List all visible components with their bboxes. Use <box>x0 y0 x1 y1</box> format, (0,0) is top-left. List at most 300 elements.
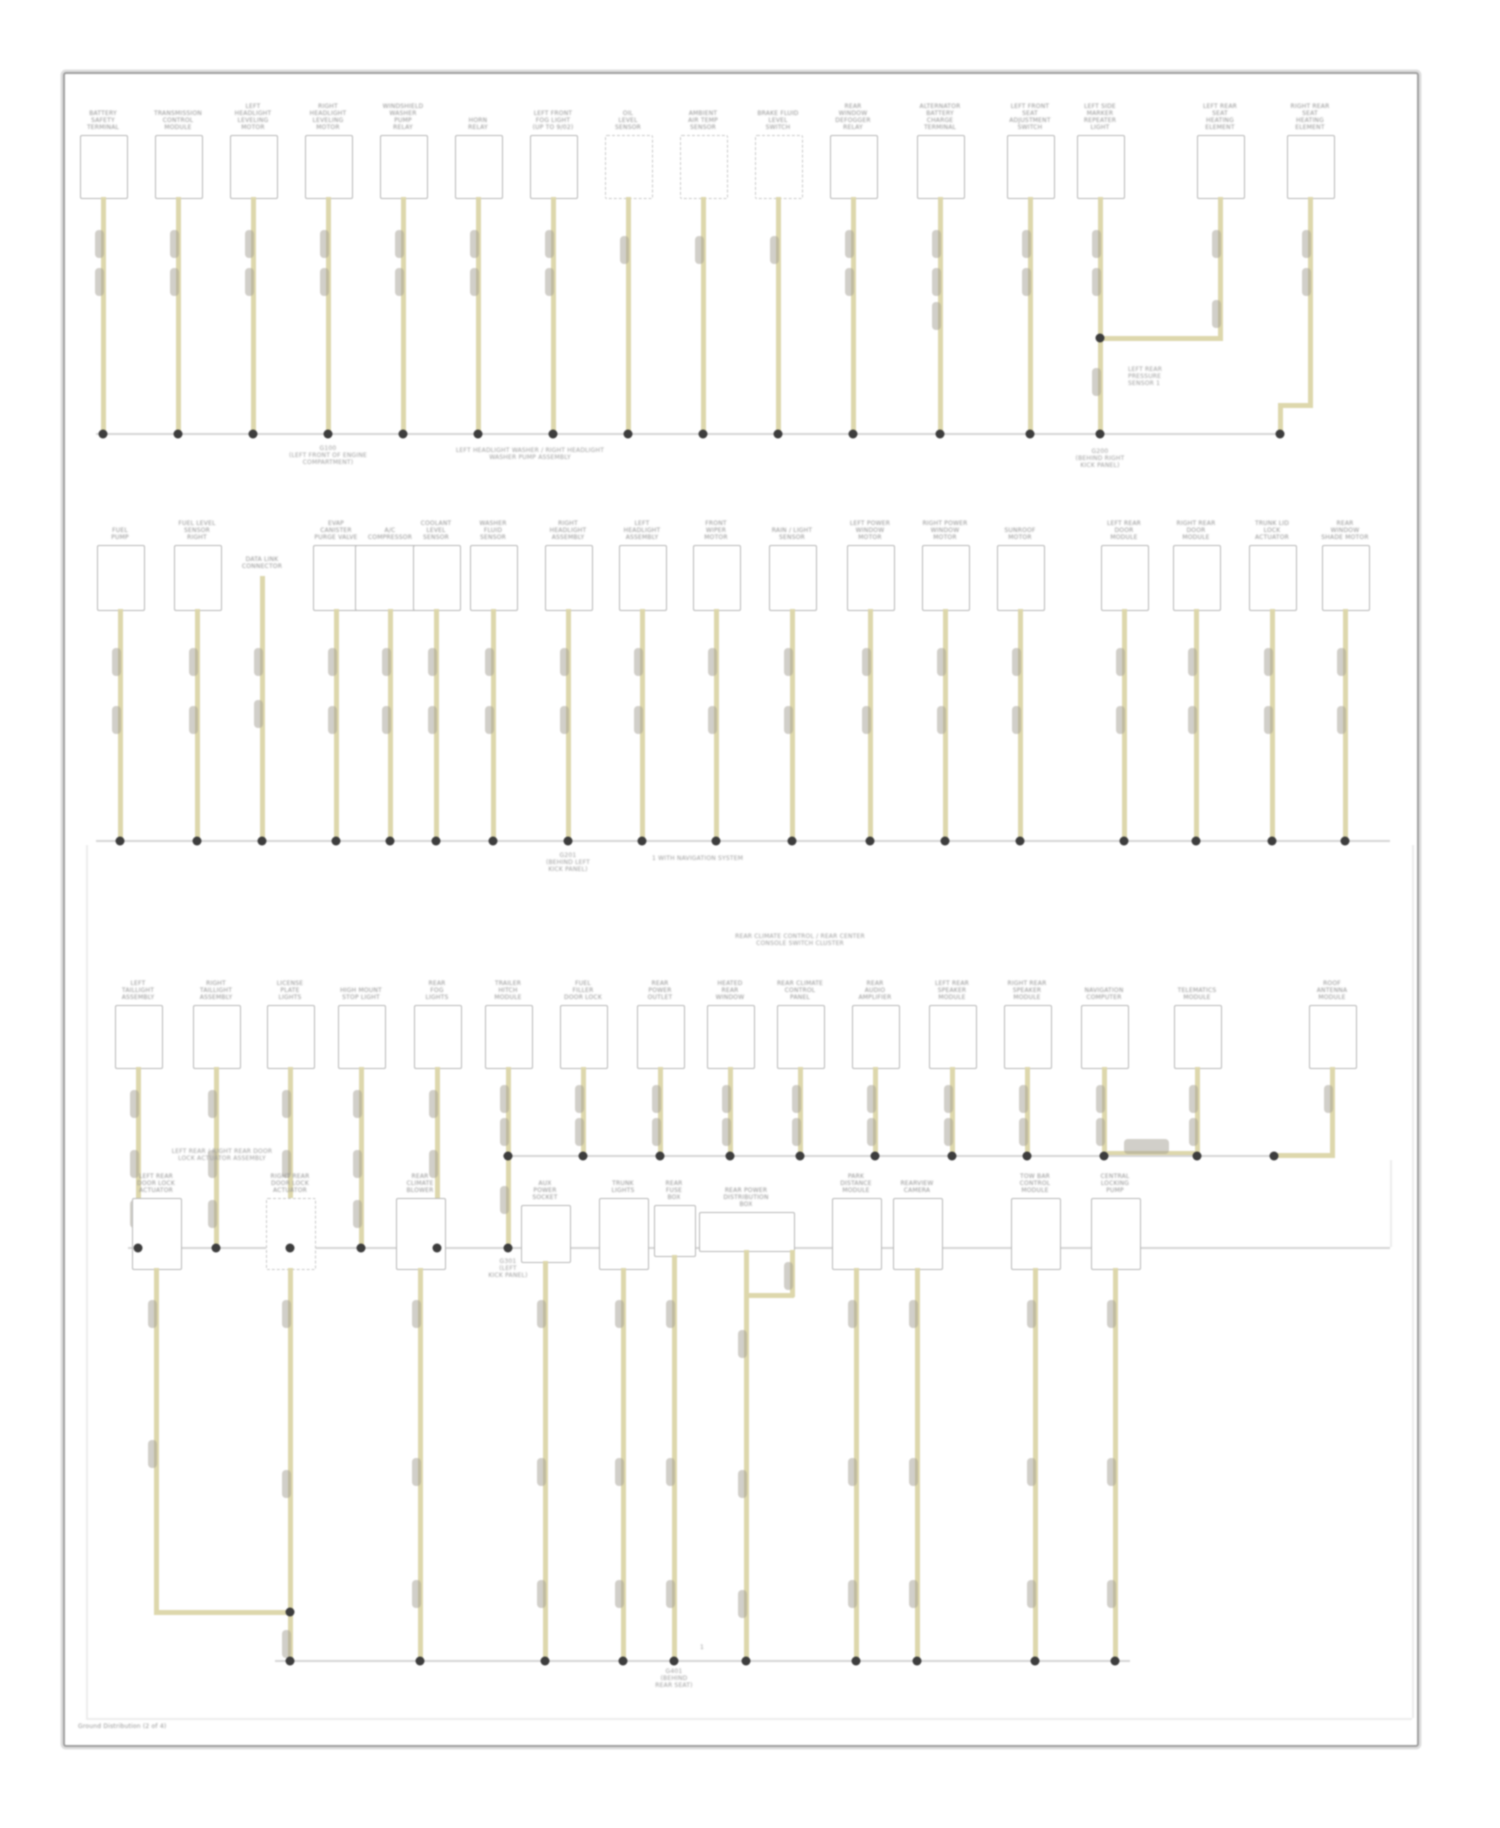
component-box <box>266 1198 316 1270</box>
connector-sleeve <box>932 268 941 296</box>
component-label-line: LEFT POWER <box>849 520 891 527</box>
note-label-line: LOCK ACTUATOR ASSEMBLY <box>178 1155 266 1162</box>
connector-sleeve <box>909 1300 918 1328</box>
component-label-line: BATTERY <box>89 110 117 117</box>
component-label-line: HEADLIGHT <box>623 527 661 534</box>
component-box <box>893 1198 943 1270</box>
junction-dot <box>1341 837 1350 846</box>
component-label-line: A/C <box>384 527 396 534</box>
connector-sleeve <box>666 1458 675 1486</box>
junction-dot <box>286 1657 295 1666</box>
component-box <box>1081 1005 1129 1069</box>
connector-sleeve <box>1188 648 1197 676</box>
ground-bus <box>275 1660 1130 1662</box>
note-label <box>652 855 792 862</box>
junction-dot <box>948 1152 957 1161</box>
component-label-line: TRANSMISSION <box>154 110 202 117</box>
junction-dot <box>726 1152 735 1161</box>
connector-sleeve <box>282 1470 291 1498</box>
connector-sleeve <box>353 1200 362 1228</box>
component-label-line: AIR TEMP <box>688 117 718 124</box>
junction-dot <box>433 1244 442 1253</box>
connector-sleeve <box>867 1118 876 1146</box>
ground-label-line: G100 <box>319 445 337 452</box>
connector-sleeve <box>1107 1458 1116 1486</box>
junction-dot <box>174 430 183 439</box>
component-label-line: LEFT REAR <box>138 1173 174 1180</box>
component-label-line: COMPRESSOR <box>367 534 413 541</box>
component-label-line: AUX <box>538 1180 552 1187</box>
connector-sleeve <box>845 230 854 258</box>
component-label-line: SHADE MOTOR <box>1321 534 1369 541</box>
component-box <box>680 135 728 199</box>
connector-sleeve <box>320 268 329 296</box>
connector-sleeve <box>112 706 121 734</box>
component-box <box>693 545 741 611</box>
component-box <box>1287 135 1335 199</box>
connector-sleeve <box>722 1085 731 1113</box>
component-box <box>193 1005 241 1069</box>
junction-dot <box>656 1152 665 1161</box>
junction-dot <box>1100 1152 1109 1161</box>
connector-sleeve <box>95 230 104 258</box>
component-label-line: REAR <box>1336 520 1354 527</box>
connector-sleeve <box>1302 230 1311 258</box>
connector-sleeve <box>282 1300 291 1328</box>
ground-label <box>1030 448 1170 469</box>
connector-sleeve <box>708 706 717 734</box>
component-label-line: CLIMATE <box>406 1180 434 1187</box>
component-label-line: TOW BAR <box>1019 1173 1051 1180</box>
component-label-line: (UP TO 9/02) <box>532 124 574 131</box>
component-label-line: RIGHT POWER <box>922 520 968 527</box>
ground-bus <box>503 1155 1332 1157</box>
component-label-line: CHARGE <box>926 117 954 124</box>
component-box <box>560 1005 608 1069</box>
junction-dot <box>541 1657 550 1666</box>
connector-sleeve <box>148 1440 157 1468</box>
component-label-line: TAILLIGHT <box>199 987 233 994</box>
ground-label-line: REAR SEAT) <box>655 1682 693 1689</box>
component-box <box>1077 135 1125 199</box>
component-label <box>96 1173 216 1194</box>
component-box <box>267 1005 315 1069</box>
connector-sleeve <box>1324 1085 1333 1113</box>
component-label-line: LIGHTS <box>611 1187 635 1194</box>
component-label-line: FUEL <box>112 527 128 534</box>
junction-dot <box>913 1657 922 1666</box>
component-box <box>414 1005 462 1069</box>
component-label-line: FRONT <box>705 520 727 527</box>
component-label-line: WINDOW <box>855 527 885 534</box>
component-box <box>1322 545 1370 611</box>
junction-dot <box>193 837 202 846</box>
connector-sleeve <box>560 706 569 734</box>
component-label-line: REAR <box>651 980 669 987</box>
component-label-line: LEFT <box>634 520 650 527</box>
component-label-line: ASSEMBLY <box>199 994 233 1001</box>
ground-wire <box>746 1293 794 1298</box>
component-box <box>769 545 817 611</box>
component-label-line: SEAT <box>1022 110 1038 117</box>
junction-dot <box>624 430 633 439</box>
component-label-line: CANISTER <box>320 527 352 534</box>
component-box <box>521 1205 571 1263</box>
connector-sleeve <box>1302 268 1311 296</box>
component-label-line: FUEL LEVEL <box>178 520 216 527</box>
component-label-line: TRUNK LID <box>1254 520 1290 527</box>
component-label-line: HITCH <box>498 987 518 994</box>
note-label-line: PRESSURE <box>1128 373 1162 380</box>
junction-dot <box>386 837 395 846</box>
junction-dot <box>489 837 498 846</box>
junction-dot <box>249 430 258 439</box>
component-label-line: ASSEMBLY <box>551 534 585 541</box>
component-label <box>1137 987 1257 1001</box>
component-label <box>1272 980 1392 1001</box>
component-box <box>455 135 503 199</box>
connector-sleeve <box>470 268 479 296</box>
connector-sleeve <box>1027 1580 1036 1608</box>
component-box <box>1197 135 1245 199</box>
junction-dot <box>564 837 573 846</box>
connector-sleeve <box>254 700 263 728</box>
component-label-line: SEAT <box>1212 110 1228 117</box>
component-box <box>338 1005 386 1069</box>
component-label-line: LEVELING <box>237 117 269 124</box>
component-label <box>1055 1173 1175 1194</box>
component-label-line: MODULE <box>1110 534 1138 541</box>
component-label-line: PANEL <box>790 994 810 1001</box>
connector-sleeve <box>208 1090 217 1118</box>
component-label-line: SPEAKER <box>1012 987 1042 994</box>
junction-dot <box>1268 837 1277 846</box>
connector-sleeve <box>944 1085 953 1113</box>
connector-sleeve <box>1107 1580 1116 1608</box>
component-box <box>755 135 803 199</box>
connector-sleeve <box>1212 230 1221 258</box>
connector-sleeve <box>428 648 437 676</box>
component-label-line: MOTOR <box>858 534 882 541</box>
component-box <box>155 135 203 199</box>
component-label-line: SUNROOF <box>1004 527 1036 534</box>
component-label <box>686 1187 806 1208</box>
component-label-line: CENTRAL <box>1100 1173 1130 1180</box>
junction-dot <box>1023 1152 1032 1161</box>
component-label-line: HEATED <box>717 980 743 987</box>
component-label-line: DOOR LOCK <box>137 1180 175 1187</box>
component-label-line: DOOR <box>1186 527 1206 534</box>
component-label-line: SAFETY <box>91 117 115 124</box>
ground-label-line: G200 <box>1091 448 1109 455</box>
component-label-line: REAR <box>428 980 446 987</box>
connector-sleeve <box>634 648 643 676</box>
connector-sleeve <box>1116 706 1125 734</box>
component-label-line: RIGHT REAR <box>1007 980 1047 987</box>
connector-sleeve <box>500 1118 509 1146</box>
component-box <box>619 545 667 611</box>
component-label-line: PUMP <box>394 117 412 124</box>
component-label-line: LEFT <box>130 980 146 987</box>
connector-sleeve <box>395 230 404 258</box>
component-box <box>115 1005 163 1069</box>
component-label-line: MOTOR <box>241 124 265 131</box>
junction-dot <box>1270 1152 1279 1161</box>
connector-sleeve <box>1189 1085 1198 1113</box>
connector-sleeve <box>634 706 643 734</box>
component-label-line: LEFT REAR <box>1202 103 1238 110</box>
component-box <box>1091 1198 1141 1270</box>
component-label-line: LEVEL <box>618 117 638 124</box>
connector-sleeve <box>189 648 198 676</box>
component-label-line: FUEL <box>575 980 591 987</box>
component-label-line: ADJUSTMENT <box>1009 117 1051 124</box>
component-label-line: HIGH MOUNT <box>340 987 382 994</box>
group-outline <box>1390 1160 1392 1247</box>
connector-sleeve <box>170 230 179 258</box>
component-label-line: LEVEL <box>768 117 788 124</box>
connector-sleeve <box>1027 1458 1036 1486</box>
junction-dot <box>116 837 125 846</box>
connector-sleeve <box>652 1118 661 1146</box>
junction-dot <box>1031 1657 1040 1666</box>
junction-dot <box>941 837 950 846</box>
component-label-line: WASHER <box>479 520 507 527</box>
connector-sleeve <box>320 230 329 258</box>
component-label-line: REAR <box>665 1180 683 1187</box>
component-label-line: WINDOW <box>715 994 745 1001</box>
component-label-line: REARVIEW <box>900 1180 934 1187</box>
junction-dot <box>1016 837 1025 846</box>
ground-label-line: (LEFT FRONT OF ENGINE <box>288 452 368 459</box>
connector-sleeve <box>1096 1085 1105 1113</box>
connector-sleeve <box>470 230 479 258</box>
connector-sleeve <box>848 1300 857 1328</box>
component-label-line: MOTOR <box>933 534 957 541</box>
component-label-line: MODULE <box>164 124 192 131</box>
connector-sleeve <box>254 648 263 676</box>
junction-dot <box>286 1244 295 1253</box>
component-label-line: PUMP <box>111 534 129 541</box>
component-label-line: AUDIO <box>864 987 886 994</box>
component-label <box>857 1180 977 1194</box>
component-label-line: RIGHT REAR <box>270 1173 310 1180</box>
connector-sleeve <box>1096 1118 1105 1146</box>
junction-dot <box>324 430 333 439</box>
ground-label-line: (LEFT <box>499 1265 517 1272</box>
ground-label-line: KICK PANEL) <box>488 1272 528 1279</box>
component-label-line: MODULE <box>938 994 966 1001</box>
connector-sleeve <box>932 302 941 330</box>
connector-sleeve <box>1027 1300 1036 1328</box>
ground-label-line: KICK PANEL) <box>1080 462 1120 469</box>
component-box <box>1007 135 1055 199</box>
component-label-line: LEFT REAR <box>1106 520 1142 527</box>
component-label-line: ALTERNATOR <box>919 103 961 110</box>
connector-sleeve <box>867 1085 876 1113</box>
component-label-line: TERMINAL <box>923 124 957 131</box>
ground-label <box>604 1668 744 1689</box>
junction-dot <box>1192 837 1201 846</box>
component-label-line: POWER <box>533 1187 557 1194</box>
component-box <box>1309 1005 1357 1069</box>
component-label-line: TERMINAL <box>86 124 120 131</box>
component-label-line: SOCKET <box>532 1194 558 1201</box>
component-label-line: REAR <box>721 987 739 994</box>
component-box <box>174 545 222 611</box>
junction-dot <box>549 430 558 439</box>
component-box <box>997 545 1045 611</box>
ground-label <box>498 852 638 873</box>
component-label-line: SENSOR <box>184 527 210 534</box>
component-label-line: HORN <box>468 117 488 124</box>
connector-sleeve <box>189 706 198 734</box>
connector-sleeve <box>545 268 554 296</box>
junction-dot <box>134 1244 143 1253</box>
component-label-line: ASSEMBLY <box>121 994 155 1001</box>
connector-sleeve <box>937 648 946 676</box>
connector-sleeve <box>1337 706 1346 734</box>
component-label-line: DEFOGGER <box>835 117 871 124</box>
note-label <box>360 447 700 461</box>
connector-sleeve <box>784 1262 793 1290</box>
component-label-line: MOTOR <box>1008 534 1032 541</box>
component-box <box>230 135 278 199</box>
connector-sleeve <box>245 268 254 296</box>
connector-sleeve <box>615 1300 624 1328</box>
connector-sleeve <box>328 706 337 734</box>
note-label-line: REAR CLIMATE CONTROL / REAR CENTER <box>735 933 865 940</box>
junction-dot <box>670 1657 679 1666</box>
component-label-line: CONNECTOR <box>241 563 283 570</box>
junction-dot <box>796 1152 805 1161</box>
component-label-line: LEFT <box>245 103 261 110</box>
connector-sleeve <box>537 1580 546 1608</box>
connector-sleeve <box>909 1580 918 1608</box>
junction-dot <box>871 1152 880 1161</box>
component-label-line: EVAP <box>327 520 345 527</box>
connector-sleeve <box>545 230 554 258</box>
connector-sleeve <box>909 1458 918 1486</box>
connector-sleeve <box>95 268 104 296</box>
component-label-line: POWER <box>648 987 672 994</box>
note-label-line: CONSOLE SWITCH CLUSTER <box>756 940 844 947</box>
component-label-line: BOX <box>667 1194 681 1201</box>
component-label-line: BRAKE FLUID <box>757 110 799 117</box>
junction-dot <box>774 430 783 439</box>
component-label-line: DISTRIBUTION <box>723 1194 769 1201</box>
component-box <box>637 1005 685 1069</box>
connector-sleeve <box>485 648 494 676</box>
component-label-line: MOTOR <box>704 534 728 541</box>
connector-sleeve <box>537 1300 546 1328</box>
component-label-line: SPEAKER <box>937 987 967 994</box>
connector-sleeve <box>1019 1118 1028 1146</box>
component-label-line: COOLANT <box>420 520 452 527</box>
component-label <box>1040 103 1160 131</box>
ground-wire <box>1308 197 1313 408</box>
connector-sleeve <box>208 1200 217 1228</box>
component-label-line: RIGHT REAR <box>1290 103 1330 110</box>
component-label-line: BATTERY <box>926 110 954 117</box>
component-label-line: TELEMATICS <box>1177 987 1217 994</box>
component-label-line: LEFT SIDE <box>1084 103 1116 110</box>
junction-dot <box>1111 1657 1120 1666</box>
component-label-line: LEFT REAR <box>934 980 970 987</box>
junction-dot <box>1096 430 1105 439</box>
group-outline <box>1412 845 1414 1718</box>
ground-label-line: G401 <box>665 1668 683 1675</box>
component-label-line: SENSOR <box>480 534 506 541</box>
connector-sleeve <box>666 1300 675 1328</box>
ground-label-line: (BEHIND RIGHT <box>1075 455 1125 462</box>
component-label-line: LEVELING <box>312 117 344 124</box>
component-label-line: MODULE <box>494 994 522 1001</box>
junction-dot <box>1193 1152 1202 1161</box>
component-label-line: FILLER <box>572 987 594 994</box>
connector-sleeve <box>1337 648 1346 676</box>
junction-dot <box>357 1244 366 1253</box>
component-label-line: TRUNK <box>612 1180 634 1187</box>
component-label-line: RIGHT <box>187 534 207 541</box>
component-label-line: DOOR <box>1114 527 1134 534</box>
component-box <box>530 135 578 199</box>
component-label-line: ANTENNA <box>1316 987 1348 994</box>
connector-sleeve <box>328 648 337 676</box>
connector-sleeve <box>944 1118 953 1146</box>
ground-label-line: COMPARTMENT) <box>302 459 354 466</box>
connector-sleeve <box>738 1330 747 1358</box>
component-label-line: RIGHT <box>318 103 338 110</box>
component-label-line: PARK <box>847 1173 865 1180</box>
connector-sleeve <box>722 1118 731 1146</box>
note-label <box>72 1148 372 1162</box>
component-label-line: REAR <box>866 980 884 987</box>
connector-sleeve <box>1092 268 1101 296</box>
component-label-line: PUMP <box>1106 1187 1124 1194</box>
component-label <box>230 1173 350 1194</box>
component-box <box>485 1005 533 1069</box>
ground-label-line: G301 <box>499 1258 517 1265</box>
component-label-line: HEADLIGHT <box>234 110 272 117</box>
component-label-line: FUSE <box>665 1187 683 1194</box>
component-label-line: SENSOR <box>779 534 805 541</box>
connector-sleeve <box>429 1090 438 1118</box>
component-label-line: LICENSE <box>276 980 304 987</box>
component-label-line: HEADLIGHT <box>309 110 347 117</box>
component-label-line: HEADLIGHT <box>549 527 587 534</box>
connector-sleeve <box>1019 1085 1028 1113</box>
component-label-line: TAILLIGHT <box>121 987 155 994</box>
component-label-line: OUTLET <box>647 994 673 1001</box>
connector-sleeve <box>862 706 871 734</box>
component-label-line: SENSOR <box>423 534 449 541</box>
junction-dot <box>432 837 441 846</box>
component-box <box>1173 545 1221 611</box>
connector-sleeve <box>708 648 717 676</box>
junction-dot <box>474 430 483 439</box>
component-label-line: AMPLIFIER <box>858 994 892 1001</box>
component-label-line: ACTUATOR <box>138 1187 174 1194</box>
component-box <box>917 135 965 199</box>
component-label-line: DISTANCE <box>840 1180 872 1187</box>
component-label <box>1285 520 1405 541</box>
connector-sleeve <box>412 1580 421 1608</box>
component-label-line: MODULE <box>1183 994 1211 1001</box>
connector-sleeve <box>282 1090 291 1118</box>
component-label-line: PLATE <box>280 987 300 994</box>
junction-dot <box>1096 334 1105 343</box>
